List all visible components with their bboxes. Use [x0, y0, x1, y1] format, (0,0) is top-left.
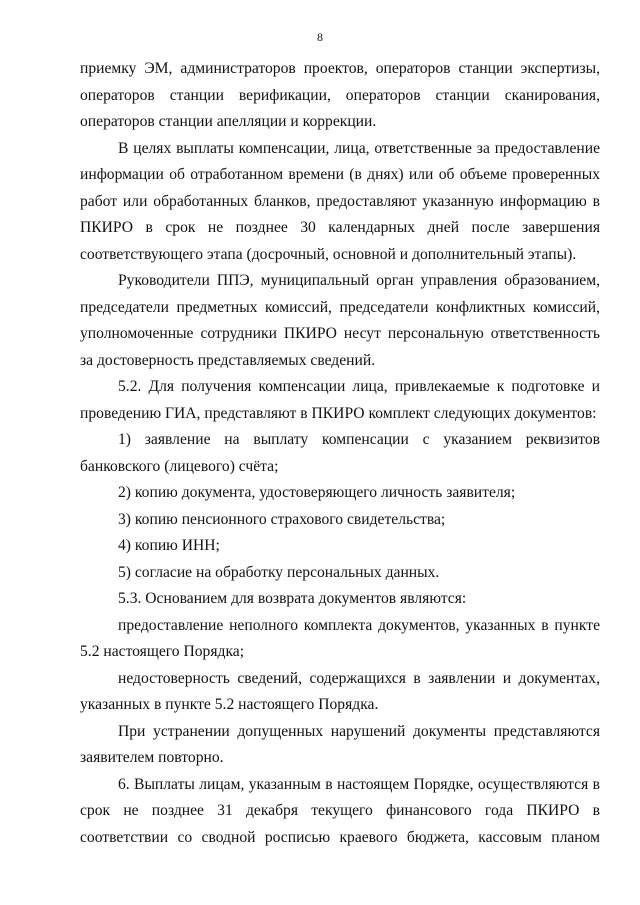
paragraph-compensation-info: В целях выплаты компенсации, лица, ответственные за предоставление информации об отработанном времени (в днях) или об объеме проверенных работ или обработанных бланков, предоставляют указанную информацию в ПКИРО в срок не позднее 30 календарных дней после завершения соответствующего этапа (досрочный, основной и дополнительный этапы).: [80, 139, 600, 263]
paragraph-incomplete-set: предоставление неполного комплекта документов, указанных в пункте 5.2 настоящего Порядка;: [80, 616, 600, 660]
paragraph-operators-list: приемку ЭМ, администраторов проектов, операторов станции экспертизы, операторов станции верификации, операторов станции сканирования, операторов станции апелляции и коррекции.: [80, 60, 600, 130]
list-item-application: 1) заявление на выплату компенсации с указанием реквизитов банковского (лицевого) счёта;: [80, 431, 600, 475]
list-item-inn: 4) копию ИНН;: [118, 537, 220, 554]
list-item-consent: 5) согласие на обработку персональных данных.: [118, 563, 440, 581]
paragraph-resubmission: При устранении допущенных нарушений документы представляются заявителем повторно.: [80, 722, 600, 766]
page-number: 8: [317, 30, 323, 44]
paragraph-5-3: 5.3. Основанием для возврата документов являются:: [118, 590, 467, 607]
paragraph-responsibility: Руководители ППЭ, муниципальный орган управления образованием, председатели предметных комиссий, председатели конфликтных комиссий, уполномоченные сотрудники ПКИРО несут персональную ответственность за достоверность представляемых сведений.: [80, 272, 600, 369]
paragraph-section-6: 6. Выплаты лицам, указанным в настоящем Порядке, осуществляются в срок не позднее 31 декабря текущего финансового года ПКИРО в соответствии со сводной росписью краевого бюджета, кассовым планом: [80, 775, 600, 846]
paragraph-inaccurate-info: недостоверность сведений, содержащихся в заявлении и документах, указанных в пункте 5.2 настоящего Порядка.: [80, 669, 600, 713]
list-item-pension-certificate: 3) копию пенсионного страхового свидетельства;: [118, 510, 446, 528]
paragraph-5-2: 5.2. Для получения компенсации лица, привлекаемые к подготовке и проведению ГИА, представляют в ПКИРО комплект следующих документов:: [80, 378, 600, 422]
document-body: [80, 56, 600, 851]
list-item-id-copy: 2) копию документа, удостоверяющего личность заявителя;: [118, 484, 516, 501]
